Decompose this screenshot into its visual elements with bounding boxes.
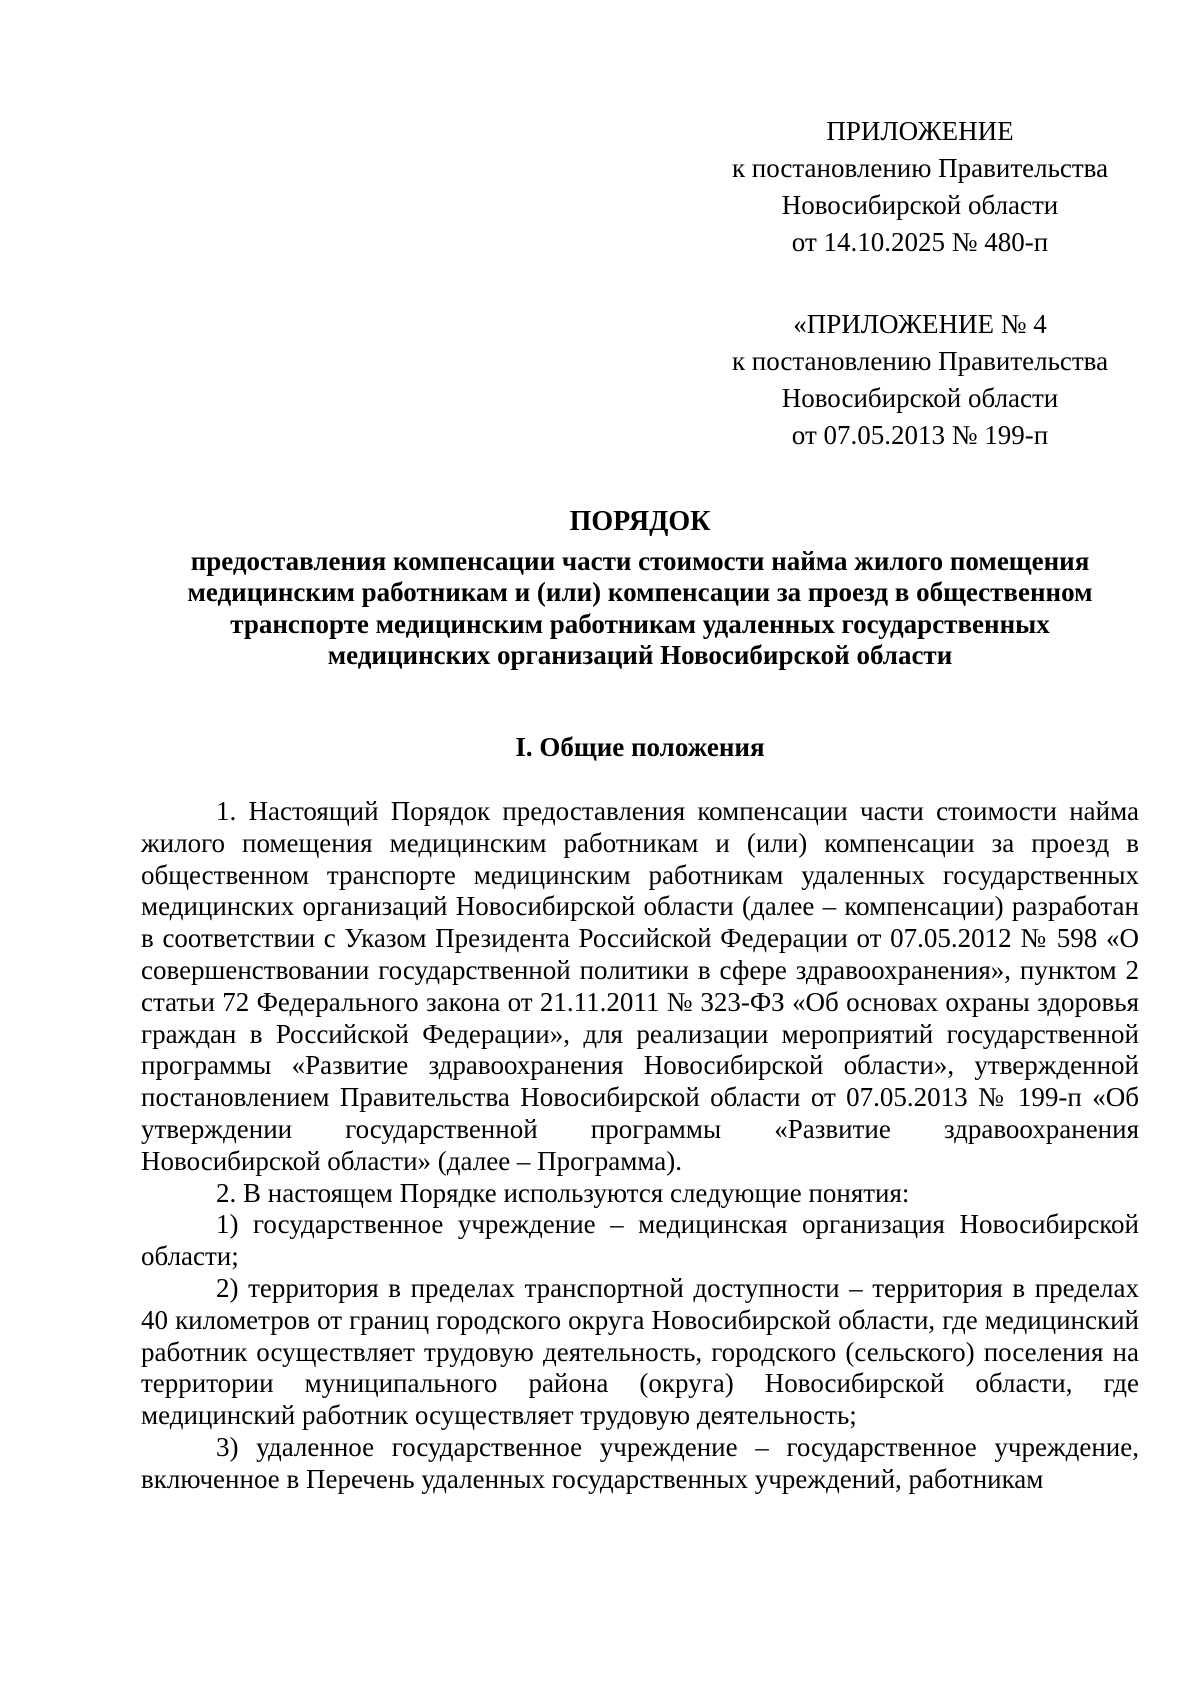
paragraph-1: 1. Настоящий Порядок предоставления компенсации части стоимости найма жилого помещения медицинским работникам и (или) компенсации за проезд в общественном транспорте медицинским работникам удаленных государственных медицинских организаций Новосибирской области (далее – компенсации) разработан в соответствии с Указом Президента Российской Федерации от 07.05.2012 № 598 «О совершенствовании государственной политики в сфере здравоохранения», пунктом 2 статьи 72 Федерального закона от 21.11.2011 № 323-ФЗ «Об основах охраны здоровья граждан в Российской Федерации», для реализации мероприятий государственной программы «Развитие здравоохранения Новосибирской области», утвержденной постановлением Правительства Новосибирской области от 07.05.2013 № 199-п «Об утверждении государственной программы «Развитие здравоохранения Новосибирской области» (далее – Программа). <box>141 796 1139 1176</box>
attachment-line: к постановлению Правительства <box>731 153 1109 183</box>
section-heading: I. Общие положения <box>515 732 765 762</box>
document-title <box>140 506 1140 672</box>
title-line: предоставления компенсации части стоимости найма жилого помещения <box>190 545 1090 576</box>
title-line: медицинских организаций Новосибирской области <box>327 640 953 670</box>
definition-2: 2) территория в пределах транспортной доступности – территория в пределах 40 километров от границ городского округа Новосибирской области, где медицинский работник осуществляет трудовую деятельность, городского (сельского) поселения на территории муниципального района (округа) Новосибирской области, где медицинский работник осуществляет трудовую деятельность; <box>141 1272 1139 1431</box>
definition-3: 3) удаленное государственное учреждение – государственное учреждение, включенное в Перечень удаленных государственных учреждений, работникам <box>141 1431 1139 1494</box>
attachment-4-line: Новосибирской области <box>781 383 1059 413</box>
attachment-4-date-number: от 07.05.2013 № 199-п <box>791 420 1049 450</box>
title-line: транспорте медицинским работникам удаленных государственных <box>230 608 1050 639</box>
document-body <box>141 796 1139 1496</box>
title-line: медицинским работникам и (или) компенсации за проезд в общественном <box>187 577 1093 607</box>
attachment-title: ПРИЛОЖЕНИЕ <box>826 116 1014 146</box>
definition-1: 1) государственное учреждение – медицинская организация Новосибирской области; <box>141 1209 1139 1272</box>
attachment-header <box>700 113 1140 261</box>
attachment-date-number: от 14.10.2025 № 480-п <box>791 227 1049 257</box>
paragraph-2: 2. В настоящем Порядке используются следующие понятия: <box>216 1177 910 1208</box>
attachment-4-title: «ПРИЛОЖЕНИЕ № 4 <box>793 309 1047 339</box>
title-main: ПОРЯДОК <box>569 506 711 537</box>
attachment-line: Новосибирской области <box>781 190 1059 220</box>
attachment-4-header <box>700 306 1140 454</box>
attachment-4-line: к постановлению Правительства <box>731 346 1109 376</box>
